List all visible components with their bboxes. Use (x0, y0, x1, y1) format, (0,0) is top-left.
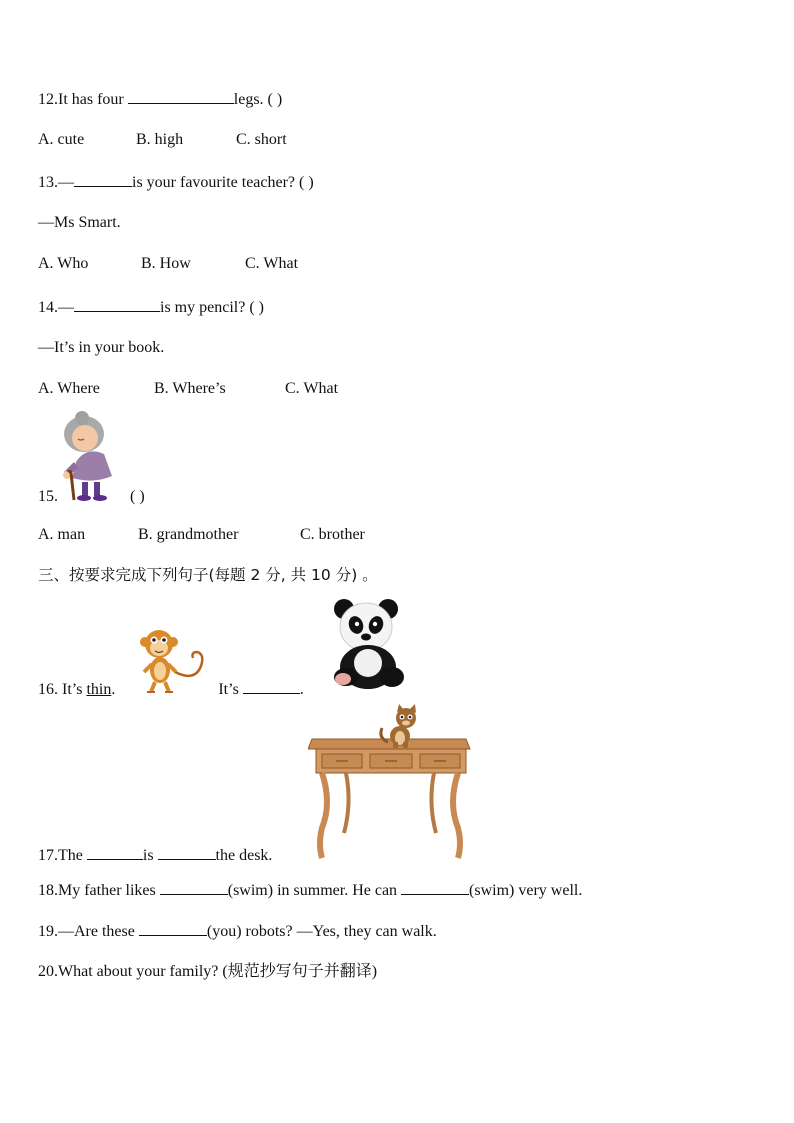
q14-text: 14.— (38, 299, 74, 316)
q16-second-text: It’s (218, 681, 243, 698)
q13-options (38, 254, 298, 274)
q13-option-a[interactable]: A. Who (38, 255, 89, 272)
q12-options (38, 130, 287, 150)
q19-blank[interactable] (139, 920, 207, 936)
q14-answer: —It’s in your book. (38, 339, 165, 356)
q16-end: . (299, 681, 304, 698)
question-19 (38, 920, 437, 942)
q18-text: 18.My father likes (38, 882, 160, 899)
q17-end: the desk. (215, 847, 273, 864)
question-14 (38, 296, 264, 318)
q18-end: (swim) very well. (469, 882, 583, 899)
question-16 (38, 678, 304, 700)
q17-blank-2[interactable] (158, 844, 216, 860)
q16-blank[interactable] (243, 678, 300, 694)
q12-text: 12.It has four (38, 91, 128, 108)
q12-text-end: legs. ( ) (233, 91, 283, 108)
q13-text: 13.— (38, 174, 74, 191)
q12-option-c[interactable]: C. short (236, 131, 287, 148)
q12-option-b[interactable]: B. high (136, 131, 184, 148)
q17-text: 17.The (38, 847, 87, 864)
q14-option-b[interactable]: B. Where’s (154, 380, 226, 397)
q12-option-a[interactable]: A. cute (38, 131, 85, 148)
q14-text-end: is my pencil? ( ) (160, 299, 264, 316)
cat-icon (378, 704, 420, 748)
q15-option-b[interactable]: B. grandmother (138, 526, 239, 543)
q14-option-c[interactable]: C. What (285, 380, 339, 397)
question-18 (38, 879, 582, 901)
question-13 (38, 171, 314, 193)
q15-option-c[interactable]: C. brother (300, 526, 365, 543)
panda-icon (330, 597, 408, 692)
q19-end: (you) robots? —Yes, they can walk. (206, 923, 437, 940)
q13-answer: —Ms Smart. (38, 214, 121, 231)
q15-number: 15. (38, 488, 58, 505)
question-20: 20.What about your family? (规范抄写句子并翻译) (38, 963, 378, 980)
q13-option-c[interactable]: C. What (245, 255, 299, 272)
q15-options (38, 525, 365, 545)
q13-option-b[interactable]: B. How (141, 255, 191, 272)
q14-option-a[interactable]: A. Where (38, 380, 100, 397)
q16-text: 16. It’s (38, 681, 87, 698)
q17-mid: is (142, 847, 158, 864)
q19-text: 19.—Are these (38, 923, 139, 940)
q16-underlined-word: thin (86, 681, 112, 698)
q12-blank[interactable] (128, 88, 234, 104)
q17-blank-1[interactable] (87, 844, 143, 860)
q15-option-a[interactable]: A. man (38, 526, 86, 543)
q16-period: . (111, 681, 116, 698)
q18-blank-1[interactable] (160, 879, 228, 895)
q13-text-end: is your favourite teacher? ( ) (132, 174, 314, 191)
section-3-heading: 三、按要求完成下列句子(每题 2 分, 共 10 分) 。 (38, 566, 378, 584)
q18-mid: (swim) in summer. He can (227, 882, 402, 899)
question-12 (38, 88, 282, 110)
q13-blank[interactable] (74, 171, 132, 187)
q14-blank[interactable] (74, 296, 160, 312)
question-15 (38, 487, 145, 507)
question-17 (38, 844, 272, 866)
q18-blank-2[interactable] (401, 879, 469, 895)
q15-paren[interactable]: ( ) (130, 488, 145, 505)
q14-options (38, 379, 338, 399)
